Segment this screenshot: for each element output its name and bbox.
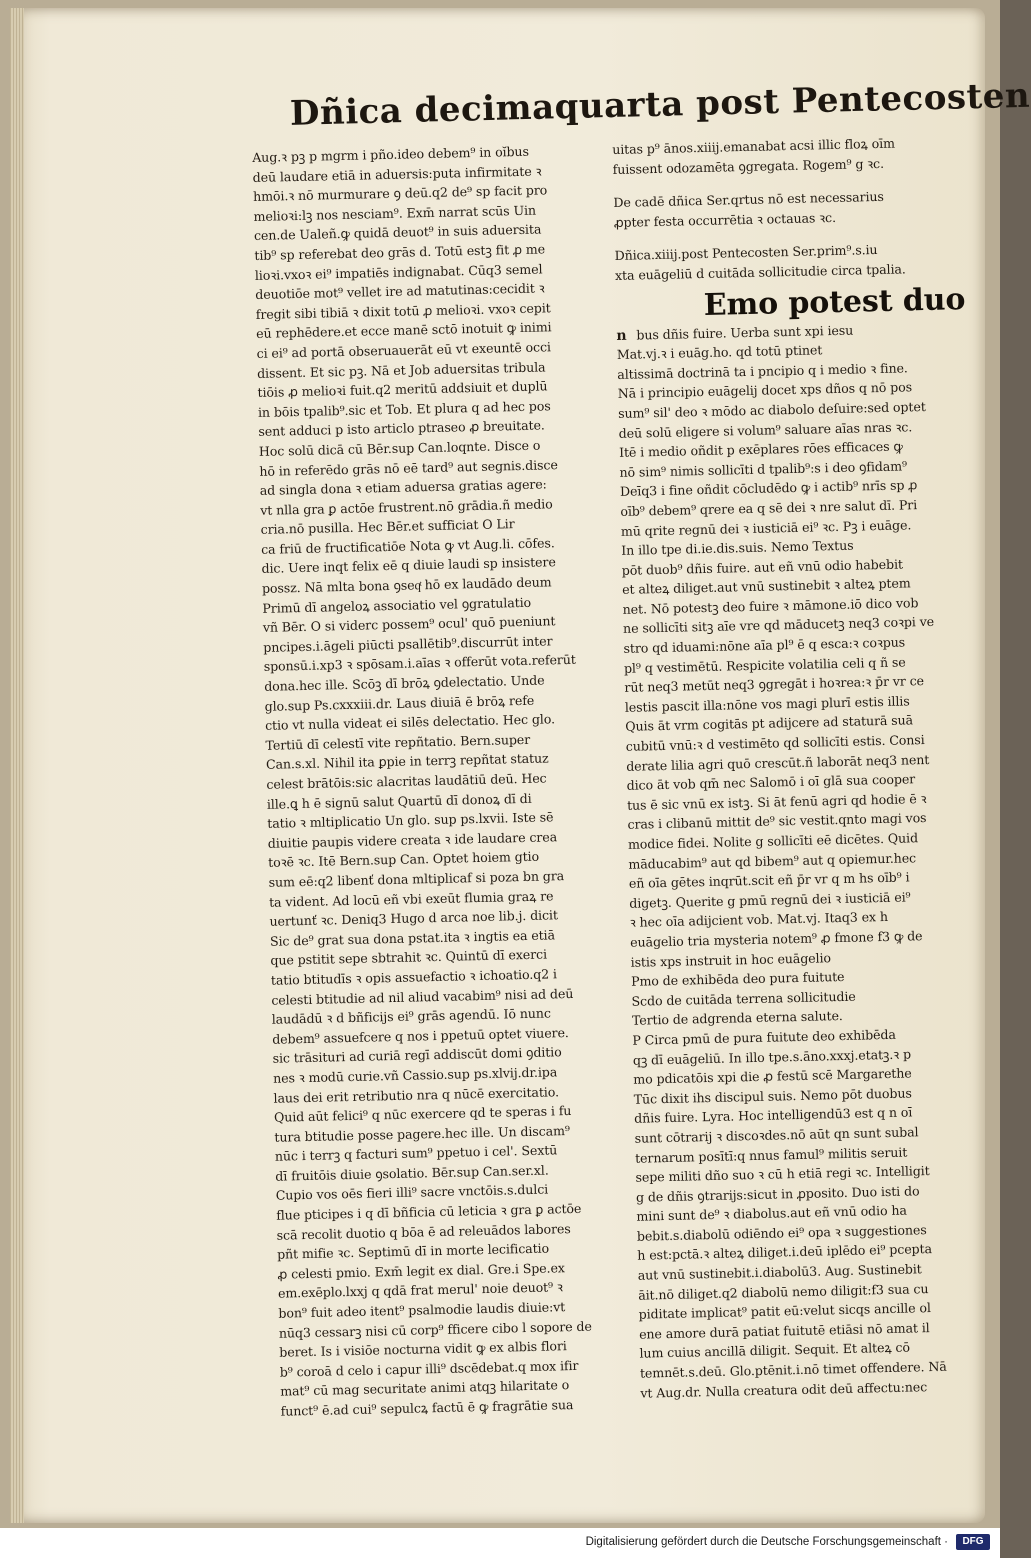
text-line: ca friū de fructificatiōe Nota ꝙ vt Aug.li. cōfes.: [260, 535, 555, 557]
text-line: Deīq3 i fine oñdit cōcludēdo ꝙ i actib⁹ nrīs sp ꝓ: [619, 477, 918, 500]
text-line: beret. Is i visiōe nocturna vidit ꝙ ex albis flori: [279, 1338, 567, 1360]
text-line: possz. Nā mlta bona ꝯseqͭ hō ex laudādo deum: [261, 574, 552, 596]
book-page: [10, 8, 1031, 1523]
text-line: sic trāsituri ad curiā regī addiscūt domi ꝯditio: [272, 1044, 562, 1067]
text-line: euāgelio tria mysteria notem⁹ ꝓ fmone f3 ꝙ de: [630, 928, 923, 950]
text-line: Tertio de adgrenda eterna salute.: [631, 1008, 843, 1029]
text-line: sum eē:q2 libenť dona mltiplicaf si poza bn gra: [268, 868, 565, 890]
text-line: que pstitit sepe sbtrahit ꝛc. Quintū dī exerci: [270, 946, 548, 969]
text-line: sponsū.i.xp3 ꝛ spōsam.i.aīas ꝛ offerūt vota.referūt: [263, 652, 576, 675]
text-line: hmōi.ꝛ nō murmurare ꝯ deū.q2 de⁹ sp facit pro: [252, 182, 548, 205]
text-line: cras i clibanū mittit de⁹ sic vestit.qnto magi vos: [627, 810, 927, 833]
sermon-title: Emo potest duo: [703, 281, 966, 323]
text-line: nō sim⁹ nimis sollicīti d tpalib⁹:s i deo ꝯfidam⁹: [619, 458, 908, 480]
sermon-heading: [614, 238, 967, 285]
text-line: celest brātōis:sic alacritas laudātiū deū. Hec: [266, 770, 547, 792]
text-line: uertunť ꝛc. Deniq3 Hugo d arca noe lib.j. dicit: [269, 907, 558, 929]
right-body: [616, 318, 992, 1403]
note-line: ꝓpter festa occurrētia ꝛ octauas ꝛc.: [613, 209, 837, 230]
text-line: pncipes.i.āgeli piūcti psallētib⁹.discurrūt inter: [263, 633, 553, 655]
text-line: piditate implicat⁹ patit eū:velut sicqs ancille ol: [638, 1300, 931, 1322]
text-line: net. Nō potestꝫ deo fuire ꝛ māmone.iō dico vob: [622, 595, 919, 617]
text-line: ille.ꝗ h ē signū salut Quartū dī donoꝝ dī di: [266, 790, 532, 812]
text-line: ta vident. Ad locū eñ vbi exeūt flumia graꝝ re: [268, 887, 554, 910]
text-line: mini sunt de⁹ ꝛ diabolus.aut eñ vnū odio ha: [636, 1202, 907, 1225]
text-line: celesti btitudie ad nil aliud vacabim⁹ nisi ad deū: [271, 985, 574, 1008]
text-line: ternarum posītī:q nnus famul⁹ militis seruit: [634, 1144, 908, 1166]
text-line: eñ oīa gētes inqrūt.scit eñ p̄r vr q m hs oīb⁹ i: [628, 869, 910, 891]
text-line: tatio ꝛ mltiplicatio Un glo. sup ps.lxvii. Iste sē: [267, 809, 554, 832]
text-line: digetꝫ. Querite g pmū regnū dei ꝛ iusticiā ei⁹: [629, 889, 911, 911]
text-line: scā recolit duotio q bōa ē ad releuādos labores: [276, 1220, 571, 1243]
text-line: Cupio vos oēs fieri illi⁹ sacre vnctōis.s.dulci: [275, 1182, 549, 1204]
text-line: in bōis tpalib⁹.sic et Tob. Et plura q ad hec pos: [257, 398, 551, 420]
text-line: dñis fuire. Lyra. Hoc intelligendū3 est q n oī: [634, 1104, 913, 1127]
text-line: deū laudare etiā in aduersis:puta infirmitate ꝛ: [252, 163, 542, 185]
text-line: Quis āt vrm cogitās pt adijcere ad staturā suā: [625, 712, 914, 735]
text-line: mat⁹ cū mag securitate animi atqꝫ hilaritate o: [280, 1377, 570, 1400]
text-line: b⁹ coroā d celo i capur illi⁹ dscēdebat.q mox ifir: [279, 1357, 579, 1380]
text-line: Can.s.xl. Nihil ita ꝑpie in terrꝫ repñtat statuz: [265, 750, 549, 773]
text-line: Scdo de cuitāda terrena sollicitudie: [631, 988, 856, 1009]
text-line: ctio vt nulla videat ei silēs delectatio. Hec glo.: [264, 711, 556, 734]
text-line: Pmo de exhibēda deo pura fuitute: [630, 969, 845, 989]
text-line: debem⁹ assuefcere q nos i ppetuū optet viuere.: [272, 1024, 569, 1047]
text-line: pñt mifie ꝛc. Septimū dī in morte lecificatio: [276, 1240, 550, 1262]
text-line: laus dei erit retributio nra q nūcē exercitatio.: [273, 1083, 560, 1106]
text-line: ad singla dona ꝛ etiam aduersa gratias agere:: [259, 476, 547, 499]
text-line: stro qd iduami:nōne aīa pl⁹ ē q esca:ꝛ coꝛpus: [623, 634, 906, 656]
text-line: nūc i terrꝫ q facturi sum⁹ ppetuo i cel'. Sextū: [274, 1142, 558, 1165]
text-line: hō in referēdo grās nō eē tard⁹ aut segnis.disce: [259, 456, 558, 479]
text-line: derate lilia agri quō crescūt.ñ laborāt neq3 nent: [626, 751, 930, 774]
left-column: [252, 140, 627, 1421]
text-line: dico āt vob qm̄ nec Salomō i oī glā sua cooper: [626, 771, 916, 794]
heading-line: xta euāgeliū d cuitāda sollicitudie circa tpalia.: [614, 261, 906, 283]
text-line: temnēt.s.deū. Glo.ptēnit.i.nō timet offendere. Nā: [639, 1358, 947, 1381]
text-line: Sic de⁹ grat sua dona pstat.ita ꝛ ingtis ea etiā: [269, 927, 556, 949]
text-line: toꝛē ꝛc. Itē Bern.sup Can. Optet hoiem gtio: [268, 849, 540, 871]
text-line: dic. Uere inqt felix eē q diuie laudi sp insistere: [261, 554, 556, 577]
text-line: bon⁹ fuit adeo itent⁹ psalmodie laudis diuie:vt: [278, 1299, 566, 1321]
text-line: ci ei⁹ ad portā obseruauerāt eū vt exeuntē occi: [256, 339, 552, 361]
text-line: mo pdicatōis xpi die ꝓ festū scē Margarethe: [633, 1065, 912, 1087]
text-line: istis xps instruit in hoc euāgelio: [630, 949, 832, 970]
text-line: cen.de Ualeñ.ꝙ quidā deuot⁹ in suis aduersita: [253, 221, 542, 244]
text-line: ne sollicīti sitꝫ aīe vre qd māducetꝫ neq3 coꝛpi ve: [622, 614, 935, 637]
text-line: tib⁹ sp referebat deo grās d. Totū estꝫ fit ꝓ me: [254, 241, 546, 263]
text-line: Quid aūt felici⁹ q nūc exercere qd te speras i fu: [273, 1103, 572, 1125]
text-line: melioꝛi:lꝫ nos nesciam⁹. Exm̄ narrat scūs Uin: [253, 202, 537, 224]
text-line: deū solū eligere si volum⁹ saluare aīas nras ꝛc.: [618, 418, 913, 441]
text-line: altissimā doctrinā ta i pncipio q i medio ꝛ fine.: [617, 360, 908, 382]
text-line: sum⁹ sil' deo ꝛ mōdo ac diabolo deſuire:sed optet: [618, 398, 926, 421]
text-line: bebit.s.diabolū odiēndo ei⁹ opa ꝛ suggestiones: [636, 1222, 927, 1244]
text-line: em.exēplo.lxxj q qdā frat merul' noie deuot⁹ ꝛ: [277, 1279, 563, 1302]
text-line-content: bus dñis fuire. Uerba sunt xpi iesu: [636, 322, 854, 343]
initial-letter: n: [616, 327, 627, 344]
text-line: mū qrite regnū dei ꝛ iusticiā ei⁹ ꝛc. Pꝫ i euāge.: [620, 516, 912, 539]
text-line: eū rephēdere.et ecce manē sctō inotuit ꝙ inimi: [256, 319, 552, 342]
text-line: māducabim⁹ aut qd bibem⁹ aut q opiemur.hec: [628, 849, 917, 872]
text-line: aut vnū sustinebit.i.diabolū3. Aug. Sustinebit: [637, 1261, 922, 1283]
text-line: ꝓ celesti pmio. Exm̄ legit ex dial. Gre.i Spe.ex: [277, 1260, 565, 1282]
text-line: glo.sup Ps.cxxxiii.dr. Laus diuiā ē brōꝝ refe: [264, 692, 535, 714]
text-line: ene amore durā patiat fuitutē etiāsi nō amat il: [638, 1319, 930, 1342]
text-line: diuitie paupis videre creata ꝛ ide laudare crea: [267, 829, 558, 851]
text-line: pl⁹ q vestimētū. Respicite volatilia celi q ñ se: [623, 654, 906, 676]
text-line: Tūc dixit ihs discipul suis. Nemo pōt duobus: [633, 1085, 912, 1107]
text-line: cubitū vnū:ꝛ d vestimēto qd sollicīti estis. Consi: [625, 732, 925, 754]
page-edge: [10, 8, 24, 1523]
text-line: Nā i principio euāgelij docet xps dños q nō pos: [617, 379, 913, 402]
text-line: lestis pascit illa:nōne vos magi plurī estis illis: [624, 693, 910, 715]
text-line: uitas p⁹ ānos.xiiij.emanabat acsi illic floꝝ oīm: [612, 135, 896, 157]
text-line: tura btitudie posse pagere.hec ille. Un discam⁹: [274, 1122, 571, 1145]
text-line: funct⁹ ē.ad cui⁹ sepulcꝝ factū ē ꝙ fragrātie sua: [280, 1397, 574, 1419]
text-line: oīb⁹ debem⁹ qrere ea q sē dei ꝛ nre salut dī. Pri: [620, 497, 918, 519]
text-line: dī fruitōis diuie ꝯsolatio. Bēr.sup Can.ser.xl.: [275, 1162, 549, 1184]
text-line: modice fidei. Nolite g sollicīti eē dicētes. Quid: [627, 830, 919, 852]
text-line: Tertiū dī celestī vite repñtatio. Bern.super: [265, 731, 531, 753]
text-line: Hoc solū dicā cū Bēr.sup Can.loqnte. Disce o: [258, 437, 541, 459]
text-line: lioꝛi.vxoꝛ ei⁹ impatiēs indignabat. Cūq3 semel: [254, 261, 543, 283]
text-line: nūq3 cessarꝫ nisi cū corp⁹ fficere cibo l sopore de: [278, 1318, 592, 1341]
text-line: sent adduci p isto articlo ptraseo ꝓ breuitate.: [258, 417, 545, 440]
text-line: vt Aug.dr. Nulla creatura odit deū affectu:nec: [640, 1378, 928, 1401]
text-line: nes ꝛ modū curie.vñ Cassio.sup ps.xlvij.dr.ipa: [272, 1064, 558, 1086]
text-line: āit.nō diliget.q2 diabolū nemo diligit:f3 sua cu: [638, 1280, 929, 1303]
text-line: rūt neq3 metūt neq3 ꝯgregāt i hoꝛrea:ꝛ p̄r vr ce: [624, 673, 925, 696]
text-line: fuissent odozamēta ꝯgregata. Rogem⁹ g ꝛc.: [612, 155, 885, 177]
text-line: sunt cōtrarij ꝛ discoꝛdes.nō aūt qn sunt subal: [634, 1124, 919, 1146]
text-line: lum cuius ancillā diligit. Sequit. Et alteꝝ cō: [639, 1339, 911, 1362]
text-line: P Circa pmū de pura fuitute deo exhibēda: [632, 1026, 896, 1048]
text-line: ꝛ hec oīa adijcient vob. Mat.vj. Itaq3 ex h: [629, 909, 889, 931]
text-line: sepe militi dño suo ꝛ cū h etiā regi ꝛc. Intelligit: [635, 1163, 930, 1185]
text-line: cria.nō pusilla. Hec Bēr.et sufficiat O Lir: [260, 516, 515, 538]
note-line: De cadē dñica Ser.qrtus nō est necessarius: [613, 189, 884, 211]
text-line: qꝫ dī euāgeliū. In illo tpe.s.āno.xxxj.etatꝫ.ꝛ p: [632, 1045, 912, 1068]
text-line: flue pticipes i q dī bñficia cū leticia ꝛ gra ꝑ actōe: [276, 1200, 582, 1223]
text-line: deuotiōe mot⁹ vellet ire ad matutinas:cecidit ꝛ: [255, 280, 545, 303]
right-column: [612, 132, 993, 1403]
text-line: Primū dī angeloꝝ associatio vel ꝯgratulatio: [262, 594, 532, 616]
text-line: tus ē sic vnū ex istꝫ. Si āt fenū agri qd hodie ē ꝛ: [626, 790, 927, 813]
text-line: Aug.ꝛ pꝫ p mgrm i pño.ideo debem⁹ in oĭbus: [252, 143, 530, 165]
text-line: vt nlla gra ꝑ actōe frustrent.nō grādia.ñ medio: [260, 495, 553, 518]
heading-line: Dñica.xiiij.post Pentecosten Ser.prim⁹.s.iu: [614, 242, 878, 264]
running-head: Dñica decimaquarta post Pentecosten: [289, 75, 1031, 134]
text-line: dissent. Et sic pꝫ. Nā et Job aduersitas tribula: [256, 358, 546, 381]
text-line: fregit sibi tibiā ꝛ dixit totū ꝓ melioꝛi. vxoꝛ cepit: [255, 300, 551, 322]
text-line: tiōis ꝓ melioꝛi fuit.q2 meritū addsiuit et duplū: [257, 378, 548, 401]
text-line: g de dñis ꝯtrarijs:sicut in ꝓposito. Duo isti do: [635, 1182, 920, 1205]
text-line: Mat.vj.ꝛ i euāg.ho. qd totū ptinet: [616, 342, 823, 363]
text-line: tatio btitudīs ꝛ opis assuefactio ꝛ ichoatio.q2 i: [270, 966, 558, 988]
text-line: In illo tpe di.ie.dis.suis. Nemo Textus: [621, 537, 854, 558]
text-line: Itē i medio oñdit p exēplares rōes efficaces ꝙ: [618, 438, 903, 461]
text-line: h est:pctā.ꝛ alteꝝ diliget.i.deū iplēdo ei⁹ pcepta: [637, 1241, 933, 1264]
text-line: vñ Bēr. O si viderc possem⁹ ocul' quō pueniunt: [262, 613, 556, 636]
text-line: laudādū ꝛ d bñficijs ei⁹ grās agendū. Iō nunc: [271, 1005, 551, 1027]
text-line: dona.hec ille. Scōꝫ dī brōꝝ ꝯdelectatio. Unde: [264, 672, 545, 694]
footer-credit: Digitalisierung gefördert durch die Deutsche Forschungsgemeinschaft ·: [585, 1536, 948, 1548]
dfg-logo: DFG: [956, 1534, 990, 1550]
text-line: pōt duob⁹ dñis fuire. aut eñ vnū odio habebit: [621, 556, 904, 578]
text-line: et alteꝝ diliget.aut vnū sustinebit ꝛ alteꝝ ptem: [622, 575, 911, 598]
